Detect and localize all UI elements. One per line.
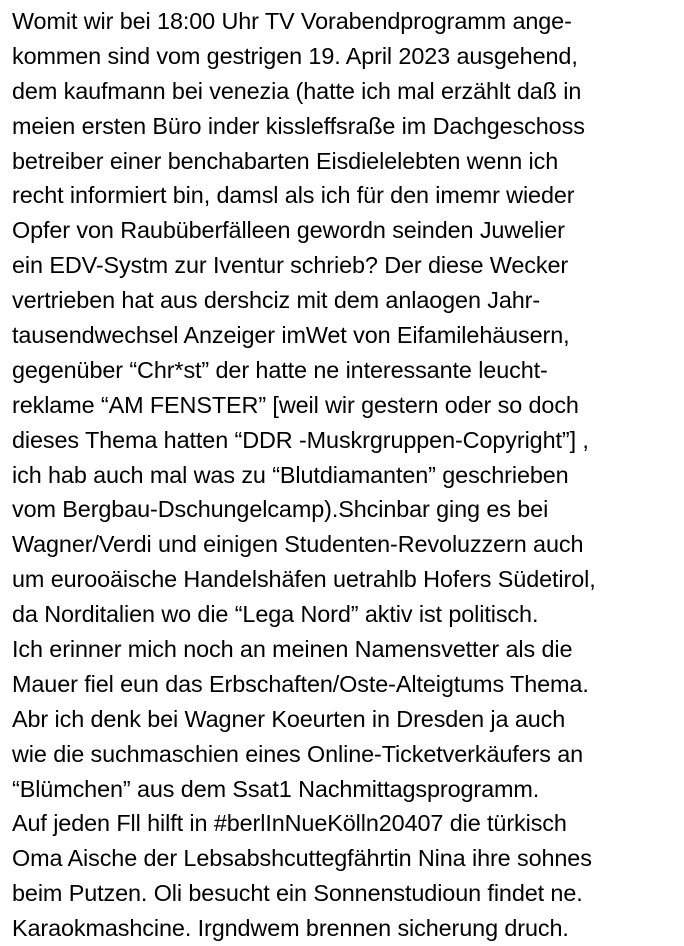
text-line: beim Putzen. Oli besucht ein Sonnenstudioun findet ne. bbox=[12, 880, 583, 907]
text-line: Opfer von Raubüberfälleen gewordn seinden Juwelier bbox=[12, 217, 565, 244]
text-line: dem kaufmann bei venezia (hatte ich mal erzählt daß in bbox=[12, 77, 582, 104]
text-line: Womit wir bei 18:00 Uhr TV Vorabendprogramm ange- bbox=[12, 8, 572, 34]
text-line: Abr ich denk bei Wagner Koeurten in Dresden ja auch bbox=[12, 705, 566, 732]
text-line: gegenüber “Chr*st” der hatte ne interessante leucht- bbox=[12, 356, 548, 383]
text-line: dieses Thema hatten “DDR -Muskrgruppen-Copyright”] , bbox=[12, 426, 589, 453]
text-line: ich hab auch mal was zu “Blutdiamanten” geschrieben bbox=[12, 461, 569, 488]
text-line: vertrieben hat aus dershciz mit dem anlaogen Jahr- bbox=[12, 287, 541, 314]
text-line: Ich erinner mich noch an meinen Namensvetter als die bbox=[12, 636, 573, 663]
text-line: vom Bergbau-Dschungelcamp).Shcinbar ging es bei bbox=[12, 496, 549, 523]
text-line: Karaokmashcine. Irgndwem brennen sicherung druch. bbox=[12, 915, 569, 942]
text-line: meien ersten Büro inder kissleffsraße im Dachgeschoss bbox=[12, 112, 585, 139]
text-line: Wagner/Verdi und einigen Studenten-Revoluzzern auch bbox=[12, 531, 584, 558]
text-line: Mauer fiel eun das Erbschaften/Oste-Alteigtums Thema. bbox=[12, 670, 589, 697]
text-line: um eurooäische Handelshäfen uetrahlb Hofers Südetirol, bbox=[12, 566, 596, 593]
text-line: tausendwechsel Anzeiger imWet von Eifamilehäusern, bbox=[12, 322, 570, 349]
text-line: wie die suchmaschien eines Online-Ticketverkäufers an bbox=[12, 740, 584, 767]
text-line: recht informiert bin, damsl als ich für den imemr wieder bbox=[12, 182, 575, 209]
body-text bbox=[12, 4, 682, 946]
text-line: “Blümchen” aus dem Ssat1 Nachmittagsprogramm. bbox=[12, 775, 540, 802]
text-line: ein EDV-Systm zur Iventur schrieb? Der diese Wecker bbox=[12, 252, 569, 279]
text-line: Oma Aische der Lebsabshcuttegfährtin Nina ihre sohnes bbox=[12, 845, 592, 872]
text-line: reklame “AM FENSTER” [weil wir gestern oder so doch bbox=[12, 391, 579, 418]
text-line: betreiber einer benchabarten Eisdielelebten wenn ich bbox=[12, 147, 559, 174]
text-line: da Norditalien wo die “Lega Nord” aktiv ist politisch. bbox=[12, 601, 539, 628]
text-line: kommen sind vom gestrigen 19. April 2023 ausgehend, bbox=[12, 42, 578, 69]
text-line: Auf jeden Fll hilft in #berlInNueKölln20407 die türkisch bbox=[12, 810, 567, 837]
